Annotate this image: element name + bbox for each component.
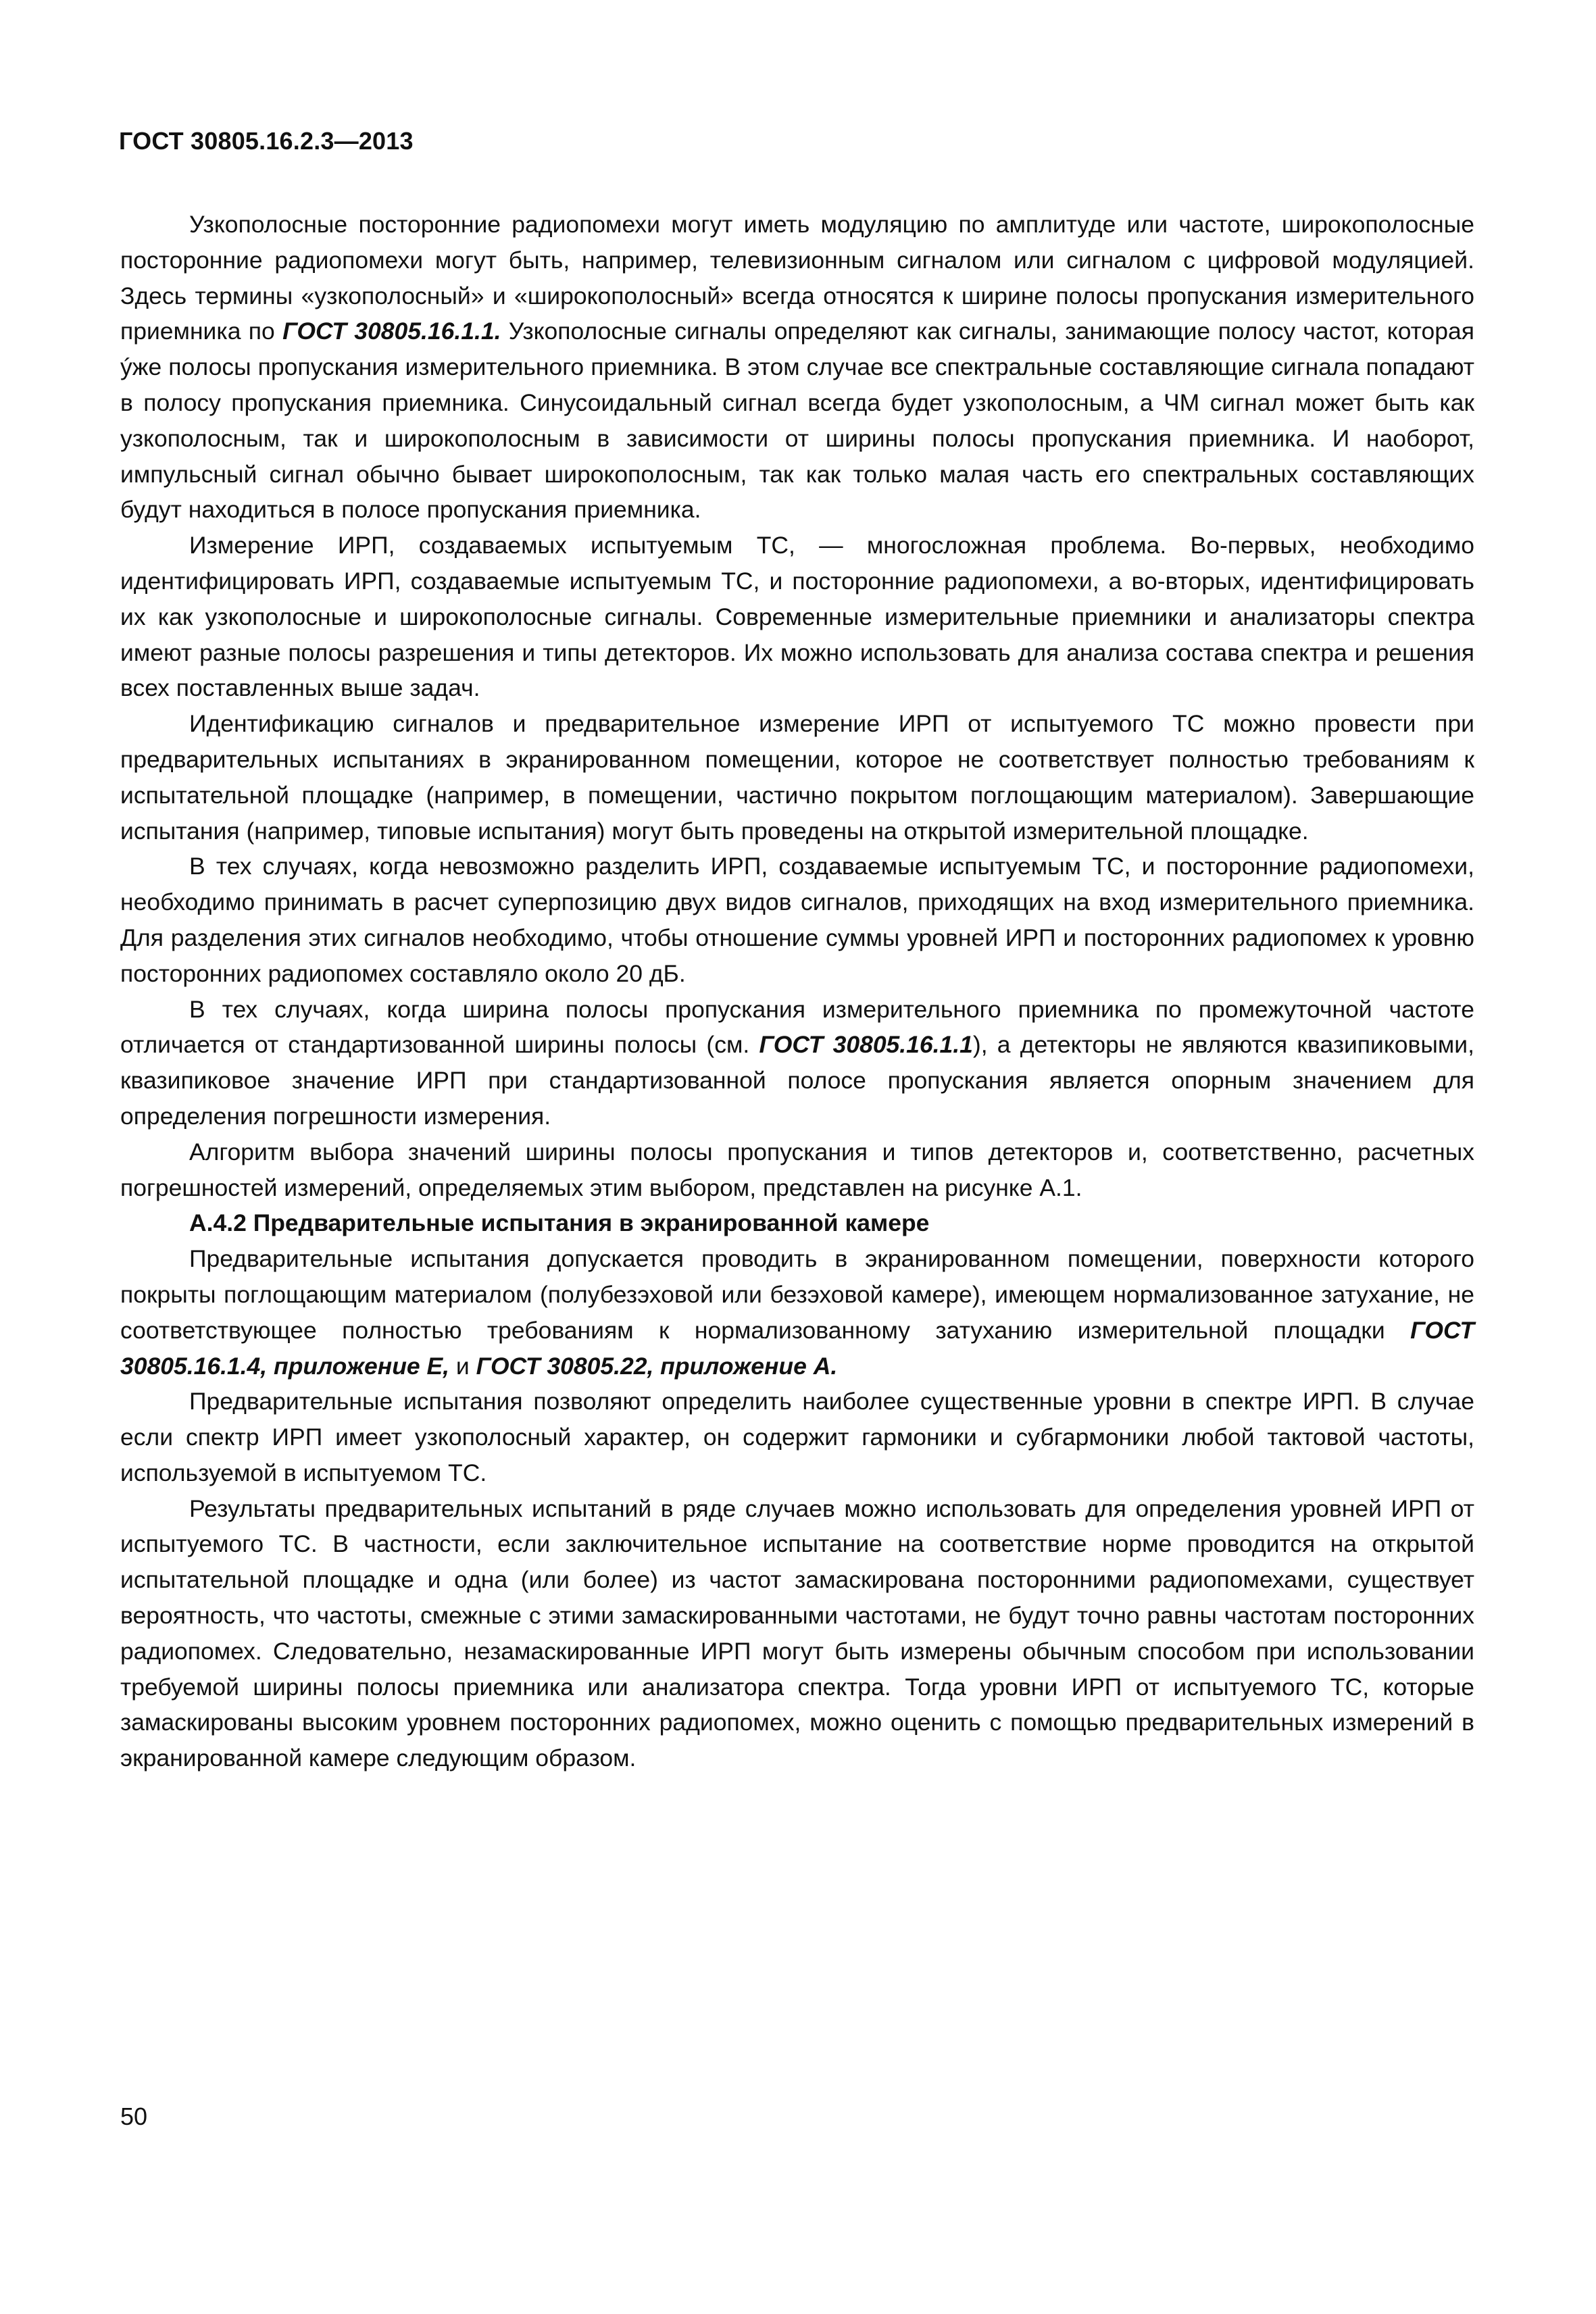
paragraph-text: Алгоритм выбора значений ширины полосы пропускания и типов детекторов и, соответственно, расчетных погрешностей измерений, определяемых этим выбором, представлен на рисунке А.1.	[120, 1138, 1474, 1201]
section-title	[120, 1205, 1474, 1241]
standard-reference: ГОСТ 30805.22, приложение А.	[476, 1352, 838, 1380]
paragraph-text: ), а детекторы не являются квазипиковыми, квазипиковое значение ИРП при стандартизованной полосе пропускания является опорным значением для определения погрешности измерения.	[120, 1031, 1475, 1130]
paragraph-text: и	[449, 1352, 476, 1380]
paragraph-text: Узкополосные посторонние радиопомехи могут иметь модуляцию по амплитуде или частоте, широкополосные посторонние радиопомехи могут быть, например, телевизионным сигналом или сигналом с цифровой модуляцией. Здесь термины «узкополосный» и «широкополосный» всегда относятся к ширине полосы пропускания измерительного приемника по	[120, 211, 1474, 345]
paragraph-text: Узкополосные сигналы определяют как сигналы, занимающие полосу частот, которая ýже полосы пропускания измерительного приемника. В этом случае все спектральные составляющие сигнала попадают в полосу пропускания приемника. Синусоидальный сигнал всегда будет узкополосным, а ЧМ сигнал может быть как узкополосным, так и широкополосным в зависимости от ширины полосы пропускания приемника. И наоборот, импульсный сигнал обычно бывает широкополосным, так как только малая часть его спектральных составляющих будут находиться в полосе пропускания приемника.	[120, 318, 1474, 524]
paragraph	[120, 1241, 1474, 1384]
paragraph	[120, 207, 1474, 528]
paragraph	[120, 528, 1474, 706]
paragraph	[120, 992, 1474, 1134]
paragraph	[120, 1491, 1474, 1776]
document-header: ГОСТ 30805.16.2.3—2013	[119, 127, 414, 155]
paragraph	[120, 1134, 1474, 1206]
standard-reference: ГОСТ 30805.16.1.1.	[282, 318, 501, 345]
paragraph-text: В тех случаях, когда невозможно разделить ИРП, создаваемые испытуемым ТС, и посторонние радиопомехи, необходимо принимать в расчет суперпозицию двух видов сигналов, приходящих на вход измерительного приемника. Для разделения этих сигналов необходимо, чтобы отношение суммы уровней ИРП и посторонних радиопомех к уровню посторонних радиопомех составляло около 20 дБ.	[120, 853, 1474, 987]
standard-reference: ГОСТ 30805.16.1.4, приложение Е,	[120, 1316, 1474, 1380]
paragraph-text: Предварительные испытания допускается проводить в экранированном помещении, поверхности которого покрыты поглощающим материалом (полубезэховой или безэховой камере), имеющем нормализованное затухание, не соответствующее полностью требованиям к нормализованному затуханию измерительной площадки	[120, 1245, 1474, 1344]
document-body	[120, 207, 1474, 1776]
paragraph	[120, 1384, 1474, 1490]
paragraph-text: Измерение ИРП, создаваемых испытуемым ТС, — многосложная проблема. Во-первых, необходимо идентифицировать ИРП, создаваемые испытуемым ТС, и посторонние радиопомехи, а во-вторых, идентифицировать их как узкополосные и широкополосные сигналы. Современные измерительные приемники и анализаторы спектра имеют разные полосы разрешения и типы детекторов. Их можно использовать для анализа состава спектра и решения всех поставленных выше задач.	[120, 532, 1474, 702]
paragraph	[120, 706, 1474, 849]
paragraph-text: А.4.2 Предварительные испытания в экранированной камере	[189, 1209, 930, 1237]
paragraph	[120, 849, 1474, 991]
page-number: 50	[120, 2103, 148, 2130]
paragraph-text: В тех случаях, когда ширина полосы пропускания измерительного приемника по промежуточной частоте отличается от стандартизованной ширины полосы (см.	[120, 995, 1474, 1059]
paragraph-text: Результаты предварительных испытаний в ряде случаев можно использовать для определения уровней ИРП от испытуемого ТС. В частности, если заключительное испытание на соответствие норме проводится на открытой испытательной площадке и одна (или более) из частот замаскирована посторонними радиопомехами, существует вероятность, что частоты, смежные с этими замаскированными частотами, не будут точно равны частотам посторонних радиопомех. Следовательно, незамаскированные ИРП могут быть измерены обычным способом при использовании требуемой ширины полосы приемника или анализатора спектра. Тогда уровни ИРП от испытуемого ТС, которые замаскированы высоким уровнем посторонних радиопомех, можно оценить с помощью предварительных измерений в экранированной камере следующим образом.	[120, 1494, 1474, 1772]
paragraph-text: Идентификацию сигналов и предварительное измерение ИРП от испытуемого ТС можно провести при предварительных испытаниях в экранированном помещении, которое не соответствует полностью требованиям к испытательной площадке (например, в помещении, частично покрытом поглощающим материалом). Завершающие испытания (например, типовые испытания) могут быть проведены на открытой измерительной площадке.	[120, 710, 1474, 845]
paragraph-text: Предварительные испытания позволяют определить наиболее существенные уровни в спектре ИРП. В случае если спектр ИРП имеет узкополосный характер, он содержит гармоники и субгармоники любой тактовой частоты, используемой в испытуемом ТС.	[120, 1388, 1474, 1486]
standard-reference: ГОСТ 30805.16.1.1	[759, 1031, 973, 1059]
